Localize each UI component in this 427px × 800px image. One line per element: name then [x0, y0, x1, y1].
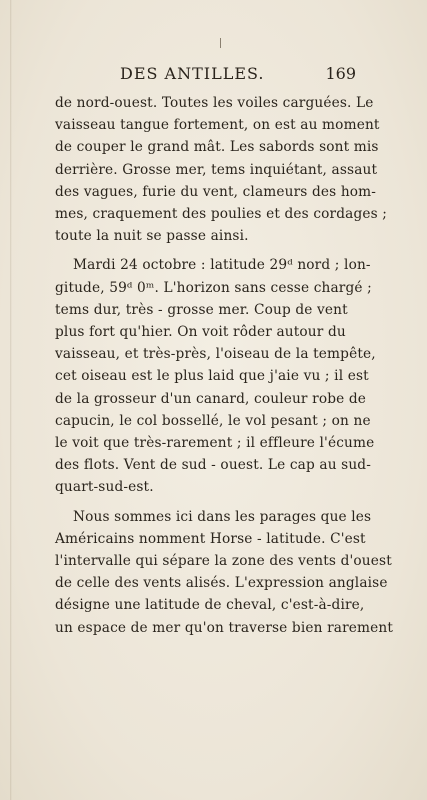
top-mark: [220, 38, 221, 48]
text-line: toute la nuit se passe ainsi.: [55, 228, 249, 245]
text-line: vaisseau tangue fortement, on est au moment: [55, 117, 380, 134]
text-line: l'intervalle qui sépare la zone des vents d'ouest: [55, 553, 392, 570]
text-line: tems dur, très - grosse mer. Coup de vent: [55, 301, 348, 318]
text-line: quart-sud-est.: [55, 479, 154, 496]
text-line: désigne une latitude de cheval, c'est-à-dire,: [55, 597, 365, 614]
text-line: vaisseau, et très-près, l'oiseau de la tempête,: [55, 346, 376, 363]
page-fold-shadow: [10, 0, 12, 800]
text-line: des flots. Vent de sud - ouest. Le cap au sud-: [55, 457, 371, 474]
text-line: le voit que très-rarement ; il effleure l'écume: [55, 435, 375, 452]
paragraph: [55, 92, 388, 247]
text-line: un espace de mer qu'on traverse bien rarement: [55, 619, 394, 636]
text-line: gitude, 59ᵈ 0ᵐ. L'horizon sans cesse chargé ;: [55, 279, 372, 296]
page-header: [56, 64, 356, 90]
body-text: [55, 92, 394, 646]
text-line: des vagues, furie du vent, clameurs des hom-: [55, 183, 377, 200]
page-number: 169: [325, 64, 356, 83]
text-line: capucin, le col bossellé, le vol pesant ; on ne: [55, 412, 371, 429]
running-title: DES ANTILLES.: [120, 64, 265, 83]
text-line: de couper le grand mât. Les sabords sont mis: [55, 139, 379, 156]
text-line: de celle des vents alisés. L'expression anglaise: [55, 575, 388, 592]
text-line: Nous sommes ici dans les parages que les: [73, 508, 372, 525]
text-line: cet oiseau est le plus laid que j'aie vu ; il est: [55, 368, 369, 385]
text-line: de nord-ouest. Toutes les voiles carguées. Le: [55, 95, 374, 111]
paragraph: [55, 254, 376, 498]
text-line: derrière. Grosse mer, tems inquiétant, assaut: [55, 161, 378, 178]
text-line: Mardi 24 octobre : latitude 29ᵈ nord ; lon-: [73, 257, 371, 274]
paragraph: [55, 506, 394, 639]
text-line: plus fort qu'hier. On voit rôder autour du: [55, 324, 346, 341]
text-line: de la grosseur d'un canard, couleur robe de: [55, 390, 367, 407]
text-line: mes, craquement des poulies et des cordages ;: [55, 206, 388, 223]
text-line: Américains nomment Horse - latitude. C'est: [55, 530, 366, 547]
